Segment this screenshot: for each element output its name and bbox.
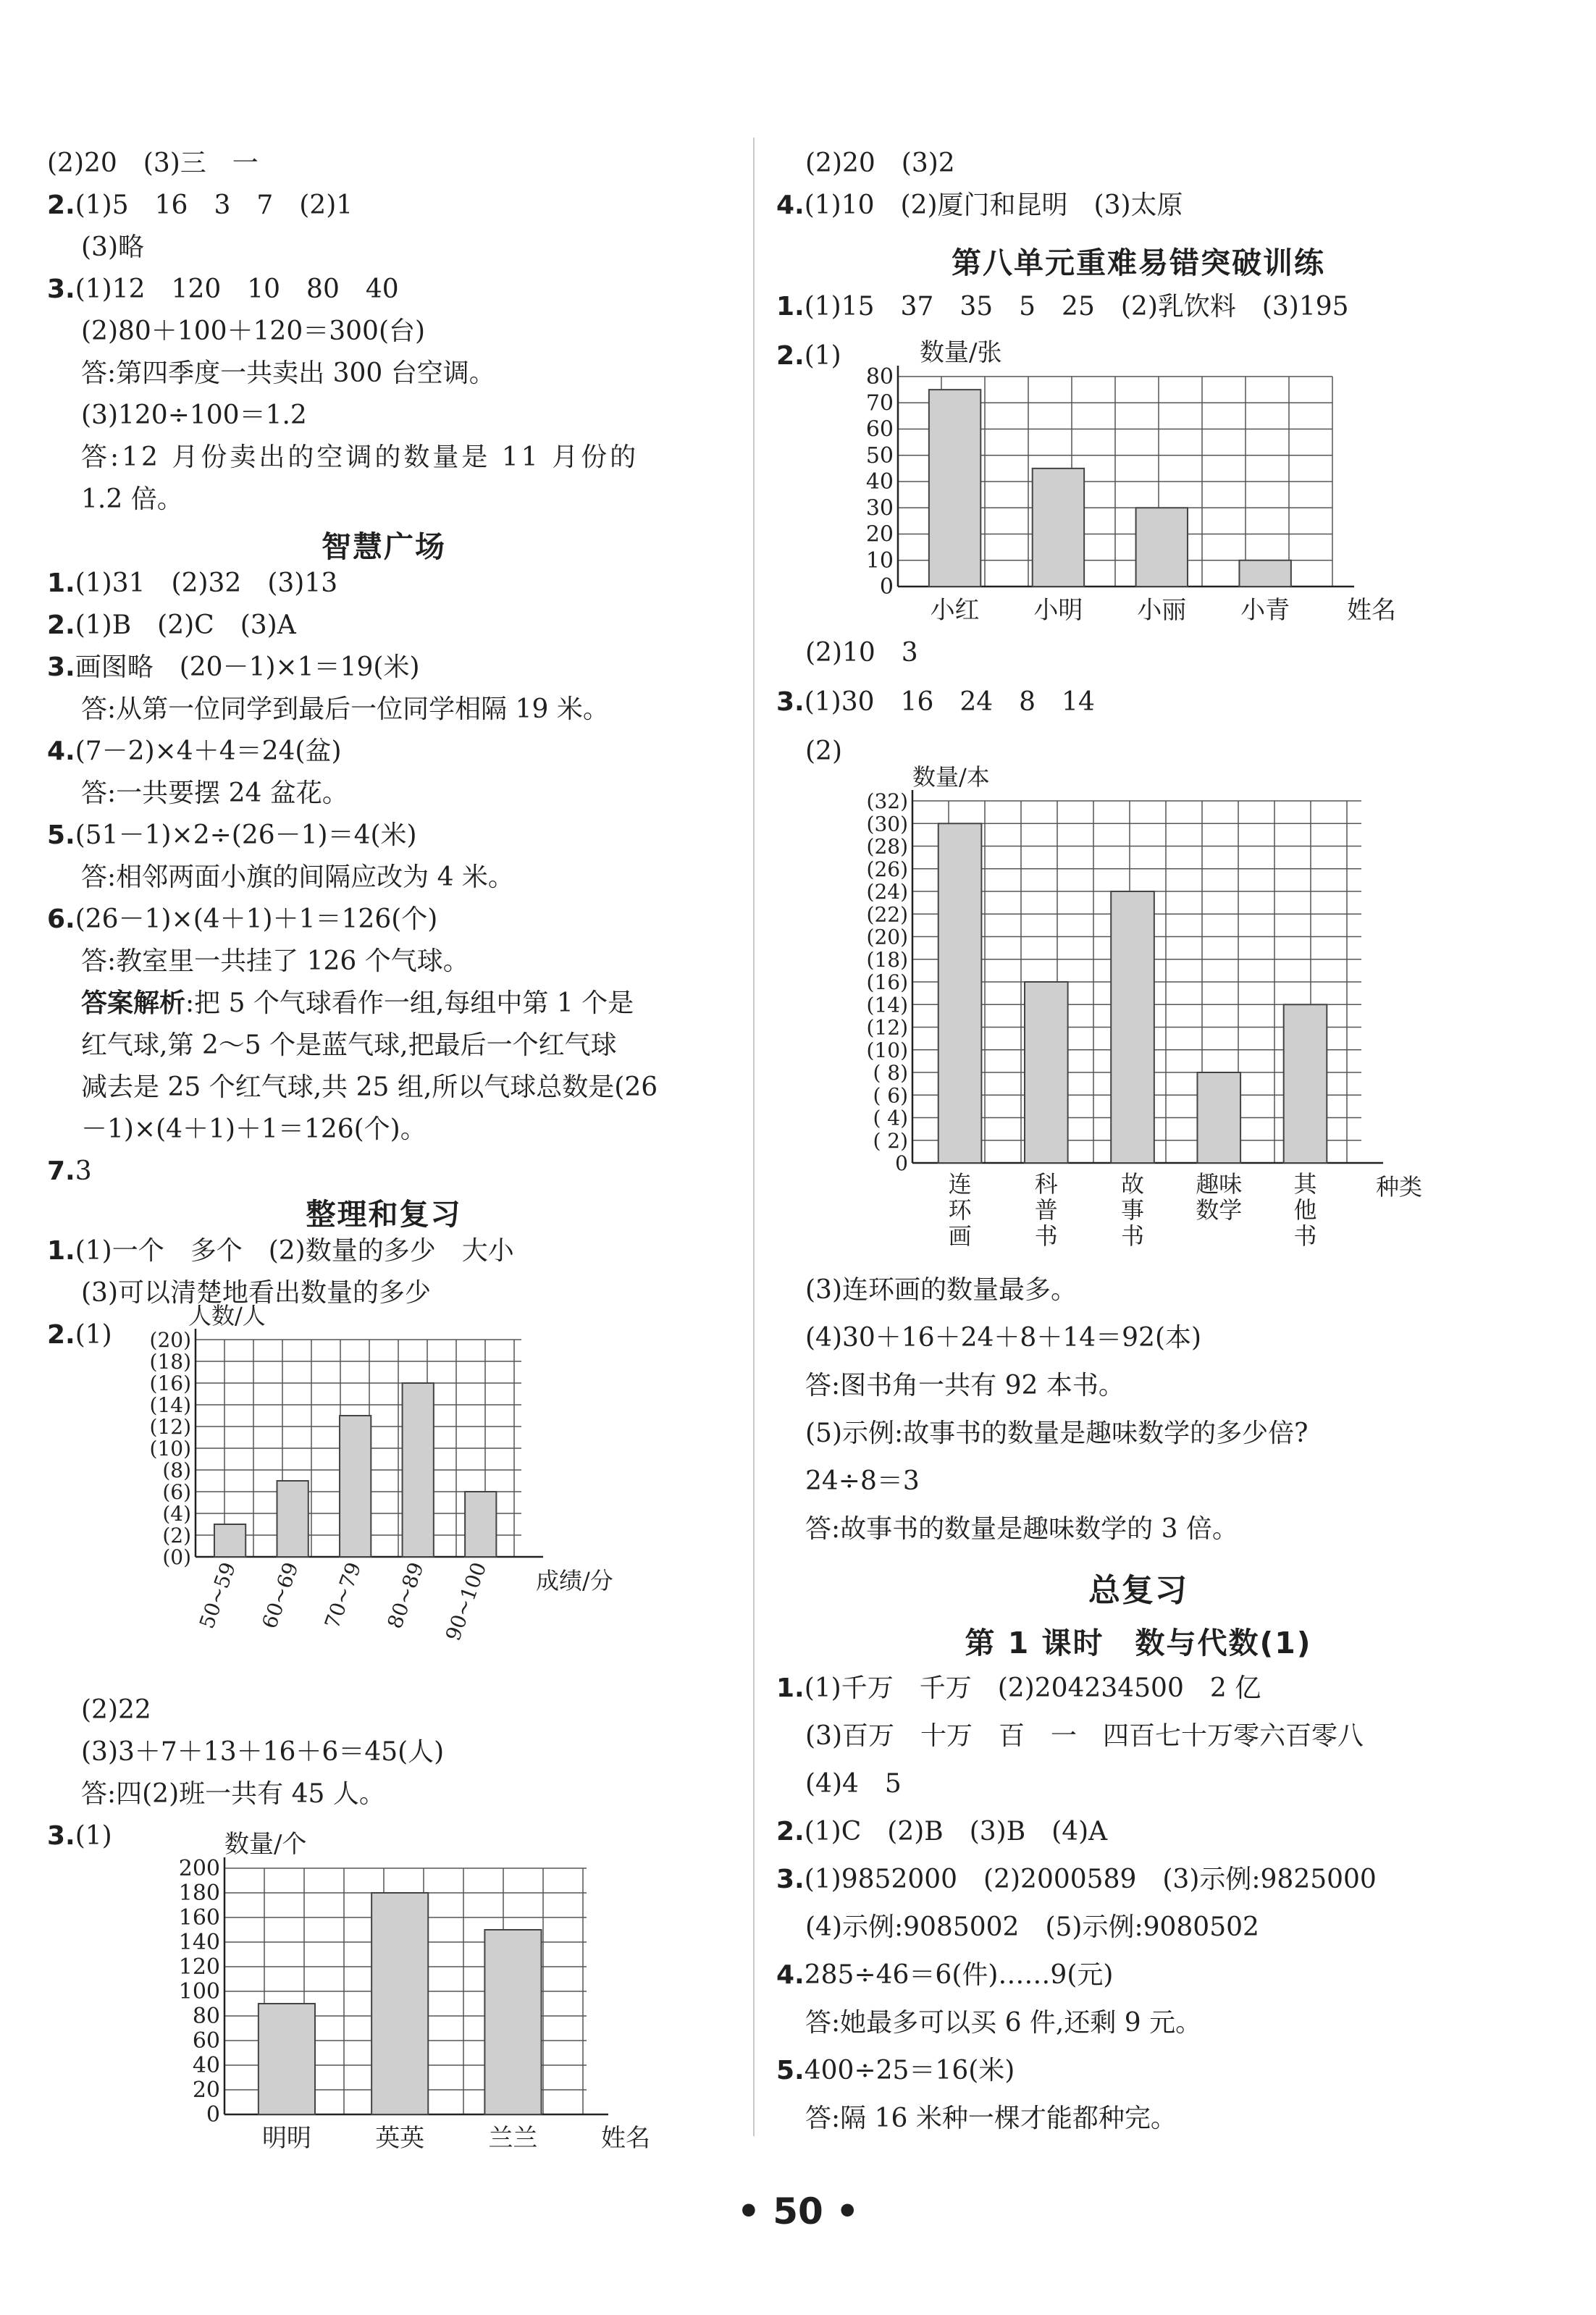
bar-cards — [1239, 560, 1290, 587]
x-tick-label: 事 — [1121, 1196, 1145, 1224]
answer-text: (1) — [804, 341, 841, 371]
answer-line: 答:第四季度一共卖出 300 台空调。 — [81, 358, 495, 388]
answer-text: (26－1)×(4＋1)＋1＝126(个) — [75, 904, 438, 934]
answer-line: 答:隔 16 米种一棵才能都种完。 — [805, 2104, 1177, 2133]
answer-line: 答:教室里一共挂了 126 个气球。 — [81, 946, 469, 976]
y-tick-label: (18) — [149, 1350, 191, 1374]
question-number: 1. — [776, 1673, 805, 1703]
answer-text: (1)5 16 3 7 (2)1 — [75, 190, 353, 220]
answer-text: (1)10 (2)厦门和昆明 (3)太原 — [804, 190, 1183, 220]
x-tick-label: 英英 — [375, 2124, 425, 2153]
y-tick-label: 0 — [206, 2102, 220, 2127]
x-axis-label: 姓名 — [1347, 596, 1396, 625]
x-tick-label: 普 — [1034, 1196, 1058, 1224]
question-number: 5. — [776, 2056, 805, 2085]
x-tick-label: 故 — [1121, 1170, 1145, 1198]
explanation-label: 答案解析 — [81, 988, 186, 1018]
answer-text: (1)B (2)C (3)A — [75, 610, 296, 640]
x-tick-label: 他 — [1293, 1196, 1317, 1224]
y-tick-label: (18) — [866, 947, 908, 972]
y-tick-label: 100 — [178, 1979, 220, 2004]
bar-scores — [403, 1383, 434, 1557]
bar-cards — [1033, 469, 1084, 587]
question-5 — [47, 820, 417, 852]
y-axis-label: 数量/张 — [920, 338, 1002, 367]
x-tick-label: 数学 — [1196, 1196, 1243, 1224]
y-tick-label: (30) — [866, 812, 908, 836]
x-tick-label: 兰兰 — [488, 2124, 538, 2153]
answer-line: (3)3＋7＋13＋16＋6＝45(人) — [81, 1737, 445, 1767]
answer-text: (1)30 16 24 8 14 — [804, 687, 1095, 717]
question-number: 3. — [776, 687, 805, 717]
question-1 — [776, 1673, 1261, 1705]
y-tick-label: ( 6) — [873, 1083, 908, 1108]
x-axis-label: 成绩/分 — [536, 1567, 613, 1595]
y-tick-label: 180 — [178, 1881, 220, 1906]
y-tick-label: (26) — [866, 857, 908, 881]
question-3 — [47, 274, 399, 306]
y-tick-label: 140 — [178, 1930, 220, 1955]
question-number: 3. — [47, 652, 75, 682]
y-tick-label: 60 — [865, 416, 894, 442]
section-title-unit8: 第八单元重难易错突破训练 — [952, 245, 1325, 280]
question-number: 4. — [47, 736, 75, 766]
section-title-zhengli: 整理和复习 — [306, 1197, 462, 1232]
x-tick-label: 90~100 — [440, 1559, 492, 1644]
question-3 — [47, 652, 420, 684]
answer-explanation — [81, 988, 634, 1020]
y-tick-label: (12) — [149, 1415, 191, 1439]
question-3 — [776, 1864, 1377, 1896]
question-4 — [776, 1959, 1113, 1991]
x-tick-label: 环 — [948, 1196, 972, 1224]
y-axis-label: 数量/个 — [224, 1830, 307, 1859]
answer-line: 24÷8＝3 — [805, 1466, 920, 1496]
y-tick-label: (0) — [162, 1545, 191, 1569]
question-number: 5. — [47, 820, 75, 850]
answer-text: (1)C (2)B (3)B (4)A — [804, 1817, 1108, 1846]
question-number: 2. — [47, 610, 75, 640]
bar-cards — [1136, 508, 1188, 587]
y-tick-label: (14) — [149, 1393, 191, 1417]
explanation-text: :把 5 个气球看作一组,每组中第 1 个是 — [185, 988, 634, 1018]
x-tick-label: 科 — [1034, 1170, 1058, 1198]
y-tick-label: 30 — [865, 495, 894, 521]
y-tick-label: (32) — [866, 789, 908, 813]
chart-scores — [72, 1302, 623, 1694]
answer-text: 285÷46＝6(件)……9(元) — [804, 1960, 1114, 1990]
question-number: 4. — [776, 190, 805, 220]
question-2 — [776, 340, 841, 372]
x-axis-label: 种类 — [1376, 1173, 1423, 1201]
bar-scores — [214, 1524, 245, 1557]
answer-line: 答:故事书的数量是趣味数学的 3 倍。 — [805, 1514, 1238, 1544]
answer-text: (1)12 120 10 80 40 — [75, 274, 399, 304]
bar-scores — [340, 1416, 371, 1557]
question-2 — [47, 190, 353, 222]
answer-line: (2) — [805, 736, 842, 766]
answer-line: (2)20 (3)2 — [805, 148, 955, 178]
answer-text: 画图略 (20－1)×1＝19(米) — [75, 652, 420, 682]
y-tick-label: 80 — [192, 2004, 220, 2029]
bar-counts — [371, 1893, 428, 2114]
y-tick-label: (16) — [149, 1371, 191, 1395]
y-tick-label: ( 8) — [873, 1061, 908, 1085]
question-number: 3. — [776, 1865, 805, 1894]
question-number: 2. — [776, 1817, 805, 1846]
y-tick-label: (24) — [866, 880, 908, 904]
question-2 — [47, 610, 296, 642]
bar-counts — [259, 2004, 315, 2114]
chart-counts — [109, 1818, 659, 2165]
y-tick-label: ( 4) — [873, 1106, 908, 1130]
answer-line: (3)百万 十万 百 一 四百七十万零六百零八 — [805, 1721, 1364, 1751]
answer-line: (3)120÷100＝1.2 — [81, 400, 307, 430]
answer-line: (3)连环画的数量最多。 — [805, 1275, 1077, 1305]
x-tick-label: 70~79 — [319, 1559, 366, 1632]
x-tick-label: 书 — [1121, 1222, 1145, 1250]
section-title-zongfuxi: 总复习 — [1088, 1572, 1188, 1609]
bar-books — [1025, 982, 1068, 1163]
y-tick-label: (4) — [162, 1502, 191, 1526]
answer-line: (4)4 5 — [805, 1769, 902, 1799]
y-tick-label: 40 — [865, 469, 894, 495]
answer-line: (2)22 — [81, 1695, 151, 1725]
question-number: 1. — [47, 1236, 75, 1266]
answer-line: (2)20 (3)三 一 — [47, 148, 259, 178]
question-1 — [776, 291, 1349, 323]
y-tick-label: (12) — [866, 1015, 908, 1040]
chart-books — [847, 736, 1427, 1272]
answer-line: 答:一共要摆 24 盆花。 — [81, 778, 348, 808]
y-tick-label: 0 — [895, 1151, 908, 1175]
section-title-zhihui: 智慧广场 — [322, 529, 446, 564]
y-tick-label: 60 — [192, 2028, 220, 2054]
answer-line: (3)略 — [81, 232, 144, 262]
question-number: 6. — [47, 904, 75, 934]
y-tick-label: 20 — [865, 521, 894, 547]
bar-books — [938, 823, 982, 1163]
y-tick-label: (6) — [162, 1480, 191, 1504]
x-tick-label: 小青 — [1240, 596, 1290, 625]
answer-line: 答:12 月份卖出的空调的数量是 11 月份的 — [81, 442, 639, 472]
question-1 — [47, 568, 337, 600]
x-tick-label: 明明 — [261, 2124, 311, 2153]
answer-text: (1)9852000 (2)2000589 (3)示例:9825000 — [804, 1865, 1377, 1894]
y-tick-label: (22) — [866, 902, 908, 927]
answer-line: (2)10 3 — [805, 638, 918, 668]
bar-scores — [465, 1492, 496, 1557]
question-3 — [776, 686, 1095, 718]
x-tick-label: 小红 — [930, 596, 980, 625]
bar-counts — [484, 1930, 541, 2114]
question-number: 4. — [776, 1960, 805, 1990]
answer-line: (3)可以清楚地看出数量的多少 — [81, 1278, 431, 1308]
explanation-text: 红气球,第 2～5 个是蓝气球,把最后一个红气球 — [81, 1030, 617, 1060]
answer-line: (2)80＋100＋120＝300(台) — [81, 316, 426, 346]
question-number: 2. — [47, 1320, 75, 1350]
y-tick-label: (20) — [866, 925, 908, 949]
question-4 — [47, 736, 342, 768]
x-tick-label: 画 — [948, 1222, 972, 1250]
y-tick-label: 40 — [192, 2053, 220, 2078]
y-tick-label: 160 — [178, 1905, 220, 1930]
lesson-title: 第 1 课时 数与代数(1) — [965, 1626, 1312, 1660]
question-number: 3. — [47, 1821, 75, 1851]
y-tick-label: 70 — [865, 390, 894, 416]
answer-text: (51－1)×2÷(26－1)＝4(米) — [75, 820, 417, 850]
y-tick-label: (16) — [866, 970, 908, 994]
y-tick-label: (10) — [866, 1038, 908, 1062]
y-tick-label: 20 — [192, 2077, 220, 2103]
bar-books — [1197, 1072, 1240, 1163]
y-tick-label: 120 — [178, 1954, 220, 1980]
answer-line: (4)30＋16＋24＋8＋14＝92(本) — [805, 1323, 1202, 1353]
question-number: 7. — [47, 1156, 75, 1186]
answer-text: 400÷25＝16(米) — [804, 2056, 1015, 2085]
x-tick-label: 小丽 — [1137, 596, 1187, 625]
x-tick-label: 60~69 — [257, 1559, 303, 1632]
x-tick-label: 书 — [1293, 1222, 1317, 1250]
answer-line: 1.2 倍。 — [81, 484, 183, 514]
x-tick-label: 80~89 — [382, 1559, 429, 1632]
y-axis-label: 人数/人 — [188, 1302, 266, 1329]
question-number: 1. — [47, 568, 75, 598]
y-tick-label: (8) — [162, 1458, 191, 1482]
question-6 — [47, 904, 437, 936]
answer-text: (1)31 (2)32 (3)13 — [75, 568, 338, 598]
answer-line: 答:她最多可以买 6 件,还剩 9 元。 — [805, 2008, 1202, 2038]
answer-text: 3 — [75, 1156, 92, 1186]
question-5 — [776, 2055, 1015, 2087]
answer-text: (1) — [75, 1821, 112, 1851]
y-tick-label: 80 — [865, 364, 894, 390]
bar-scores — [277, 1481, 308, 1557]
column-divider — [753, 138, 755, 2136]
y-tick-label: 10 — [865, 547, 894, 574]
x-tick-label: 书 — [1034, 1222, 1058, 1250]
answer-line: 答:从第一位同学到最后一位同学相隔 19 米。 — [81, 694, 609, 724]
page-number: • 50 • — [736, 2190, 860, 2232]
explanation-text: －1)×(4＋1)＋1＝126(个)。 — [81, 1114, 427, 1144]
answer-text: (7－2)×4＋4＝24(盆) — [75, 736, 342, 766]
y-tick-label: (14) — [866, 993, 908, 1017]
answer-line: 答:相邻两面小旗的间隔应改为 4 米。 — [81, 862, 514, 892]
bar-cards — [929, 390, 980, 587]
y-tick-label: (2) — [162, 1524, 191, 1547]
bar-books — [1111, 891, 1154, 1163]
answer-text: (1)15 37 35 5 25 (2)乳饮料 (3)195 — [804, 292, 1349, 322]
x-axis-label: 姓名 — [601, 2124, 650, 2153]
answer-text: (1)千万 千万 (2)204234500 2 亿 — [804, 1673, 1261, 1703]
x-tick-label: 50~59 — [194, 1559, 241, 1632]
y-tick-label: ( 2) — [873, 1128, 908, 1153]
question-7 — [47, 1156, 92, 1188]
answer-line: (5)示例:故事书的数量是趣味数学的多少倍? — [805, 1419, 1309, 1448]
answer-line: 答:四(2)班一共有 45 人。 — [81, 1779, 385, 1809]
question-3 — [47, 1820, 112, 1852]
question-number: 2. — [47, 190, 75, 220]
bar-books — [1284, 1004, 1327, 1163]
answer-line: (4)示例:9085002 (5)示例:9080502 — [805, 1912, 1259, 1942]
answer-text: (1) — [75, 1320, 112, 1350]
y-tick-label: 0 — [879, 574, 894, 600]
y-tick-label: 200 — [178, 1856, 220, 1881]
y-axis-label: 数量/本 — [912, 763, 990, 791]
x-tick-label: 连 — [948, 1170, 972, 1198]
y-tick-label: (10) — [149, 1437, 191, 1461]
x-tick-label: 小明 — [1033, 596, 1083, 625]
question-number: 1. — [776, 292, 805, 322]
answer-line: 答:图书角一共有 92 本书。 — [805, 1371, 1125, 1400]
question-2 — [776, 1816, 1107, 1848]
question-4 — [776, 190, 1183, 222]
question-1 — [47, 1235, 514, 1267]
y-tick-label: 50 — [865, 442, 894, 469]
answer-text: (1)一个 多个 (2)数量的多少 大小 — [75, 1236, 514, 1266]
x-tick-label: 趣味 — [1196, 1170, 1243, 1198]
question-number: 2. — [776, 341, 805, 371]
chart-cards — [840, 333, 1405, 630]
question-number: 3. — [47, 274, 75, 304]
y-tick-label: (28) — [866, 834, 908, 859]
y-tick-label: (20) — [149, 1328, 191, 1352]
explanation-text: 减去是 25 个红气球,共 25 组,所以气球总数是(26 — [81, 1072, 658, 1102]
x-tick-label: 其 — [1293, 1170, 1317, 1198]
